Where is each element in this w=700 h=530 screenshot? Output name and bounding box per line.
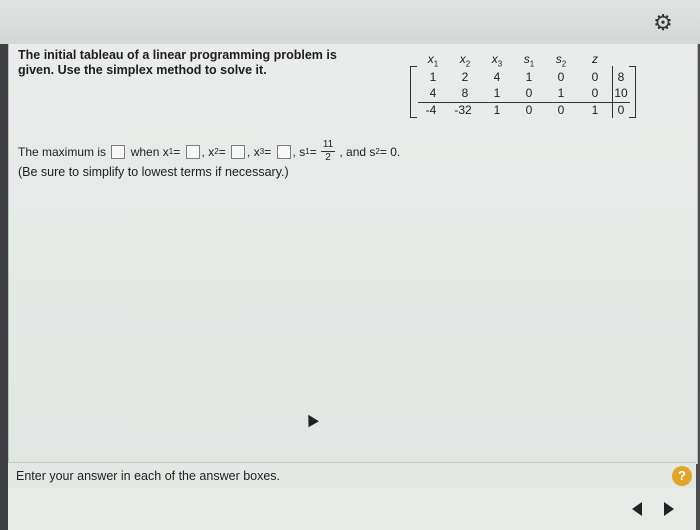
cell-r2-c6: 0 — [591, 86, 599, 100]
top-bar — [0, 0, 700, 44]
answer-text-tail: , and s — [339, 144, 376, 159]
x1-subscript: 1 — [168, 147, 174, 156]
cell-r1-c7: 8 — [617, 70, 625, 84]
x1-equals: = — [173, 144, 181, 159]
cell-r1-c5: 0 — [557, 70, 565, 84]
gear-icon[interactable]: ⚙ — [653, 10, 673, 35]
navigation-bar — [8, 488, 696, 530]
cell-r1-c4: 1 — [525, 70, 533, 84]
cell-r3-c4: 0 — [525, 103, 533, 117]
cell-r1-c6: 0 — [591, 70, 599, 84]
comma: , — [292, 144, 296, 159]
answer-line — [18, 139, 498, 163]
cell-r3-c3: 1 — [493, 103, 501, 117]
answer-text-when: when x — [130, 144, 169, 159]
answer-text-tail2: = 0. — [379, 144, 401, 159]
simplex-tableau — [402, 50, 642, 120]
cell-r3-c2: -32 — [454, 103, 472, 117]
s1-fraction — [321, 140, 335, 163]
cell-r1-c3: 4 — [493, 70, 501, 84]
s1-denominator: 2 — [325, 152, 331, 163]
tableau-left-bracket — [410, 66, 417, 118]
x1-input[interactable] — [186, 145, 200, 159]
answer-text-maximum: The maximum is — [18, 144, 107, 159]
cell-r3-c1: -4 — [425, 103, 437, 117]
help-icon[interactable]: ? — [672, 466, 692, 486]
cell-r1-c1: 1 — [429, 70, 437, 84]
cell-r1-c2: 2 — [461, 70, 469, 84]
header-s2: $s_2$ — [555, 52, 567, 69]
cell-r3-c6: 1 — [591, 103, 599, 117]
cell-r2-c7: 10 — [614, 86, 628, 100]
next-arrow-icon[interactable] — [664, 502, 674, 516]
s2-subscript: 2 — [375, 147, 380, 156]
header-s1: $s_1$ — [523, 52, 535, 69]
simplify-note: (Be sure to simplify to lowest terms if necessary.) — [18, 165, 289, 179]
header-x2: $x_2$ — [459, 52, 471, 69]
s1-label: s — [299, 144, 306, 159]
cell-r2-c4: 0 — [525, 86, 533, 100]
window-edge — [0, 44, 8, 530]
x3-equals: = — [264, 144, 272, 159]
cell-r2-c2: 8 — [461, 86, 469, 100]
x2-input[interactable] — [231, 145, 245, 159]
s1-numerator: 11 — [322, 139, 334, 150]
cell-r3-c7: 0 — [617, 103, 625, 117]
maximum-input[interactable] — [111, 145, 125, 159]
x2-subscript: 2 — [214, 147, 219, 156]
comma: , — [201, 144, 205, 159]
question-text: The initial tableau of a linear programming problem is given. Use the simplex method to solve it. — [18, 48, 337, 77]
comma: , — [247, 144, 251, 159]
s1-equals: = — [309, 144, 317, 159]
instruction-bar — [8, 462, 696, 489]
x3-label: x — [253, 144, 260, 159]
header-x3: $x_3$ — [491, 52, 503, 69]
header-z: z — [592, 52, 598, 66]
previous-arrow-icon[interactable] — [632, 502, 642, 516]
header-x1: $x_1$ — [427, 52, 439, 69]
x3-input[interactable] — [277, 145, 291, 159]
cell-r3-c5: 0 — [557, 103, 565, 117]
x2-equals: = — [218, 144, 226, 159]
cell-r2-c1: 4 — [429, 86, 437, 100]
x2-label: x — [208, 144, 215, 159]
instruction-text: Enter your answer in each of the answer boxes. — [16, 469, 281, 483]
s1-subscript: 1 — [305, 147, 310, 156]
x3-subscript: 3 — [259, 147, 265, 156]
cell-r2-c5: 1 — [557, 86, 565, 100]
cell-r2-c3: 1 — [493, 86, 501, 100]
